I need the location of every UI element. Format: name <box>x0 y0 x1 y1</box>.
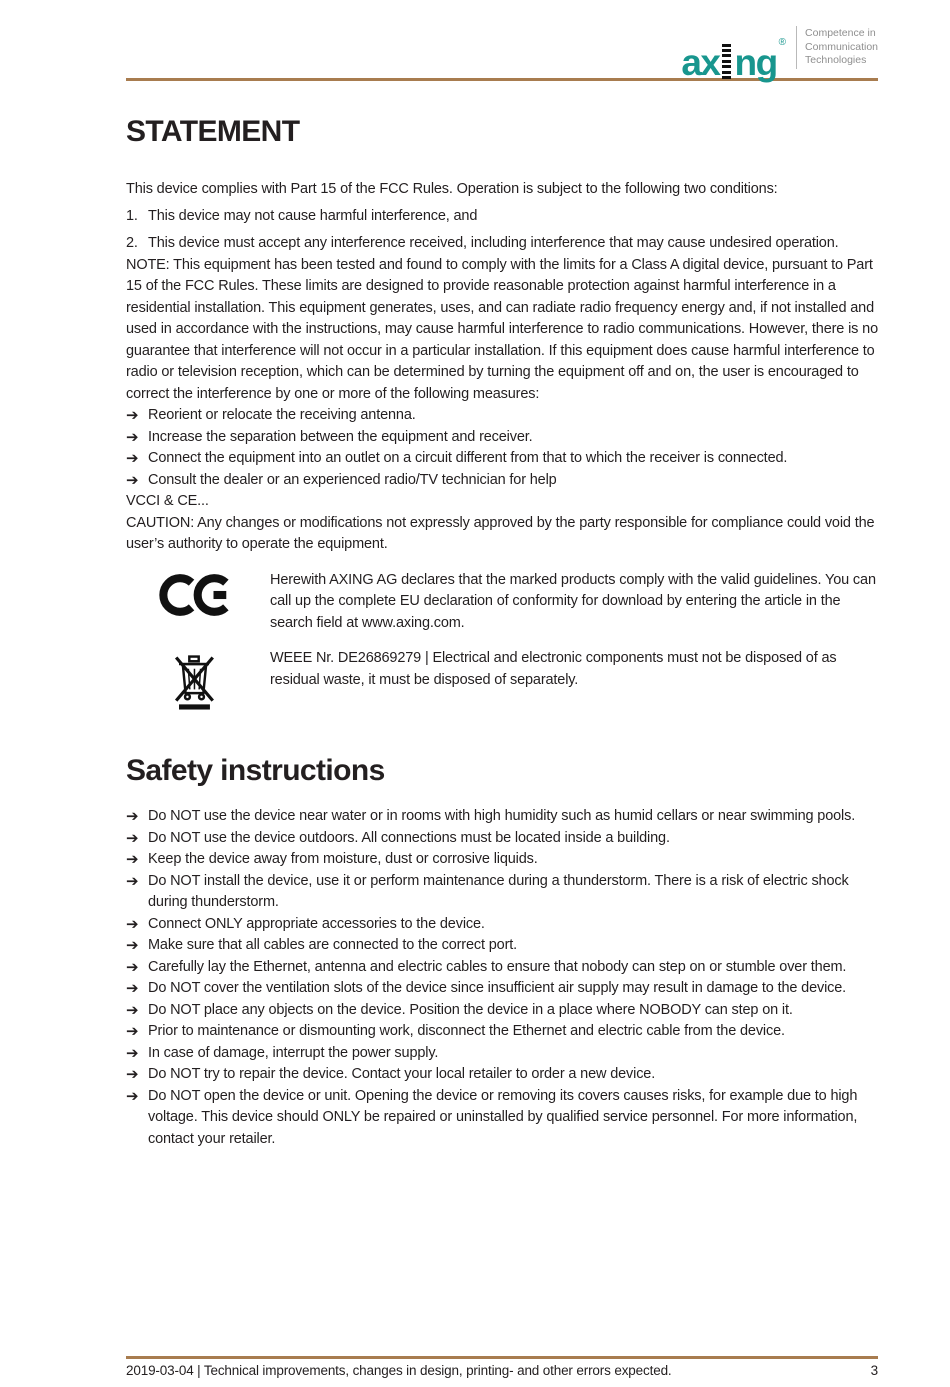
safety-item <box>126 871 878 914</box>
logo-text-ax: ax <box>681 42 720 83</box>
safety-item <box>126 1000 878 1022</box>
weee-block <box>126 648 878 710</box>
fcc-condition-item <box>126 206 878 228</box>
measure-item <box>126 405 878 427</box>
safety-item <box>126 828 878 850</box>
list-number: 1. <box>126 208 138 224</box>
safety-item-text: Keep the device away from moisture, dust or corrosive liquids. <box>148 851 538 867</box>
page-body <box>0 115 950 1150</box>
tagline-line: Technologies <box>805 54 867 66</box>
safety-item-text: Prior to maintenance or dismounting work, disconnect the Ethernet and electric cable from the device. <box>148 1023 785 1039</box>
arrow-icon: ➔ <box>126 915 139 933</box>
measure-text: Consult the dealer or an experienced radio/TV technician for help <box>148 471 557 488</box>
safety-item-text: Do NOT open the device or unit. Opening the device or removing its covers causes risks, for example due to high voltage. This device should ONLY be repaired or uninstalled by qualified service personnel. For more information, contact your retailer. <box>148 1087 858 1147</box>
arrow-icon: ➔ <box>126 958 139 976</box>
arrow-icon: ➔ <box>126 1023 139 1040</box>
footer-rule <box>126 1356 878 1359</box>
ce-declaration-text: Herewith AXING AG declares that the marked products comply with the valid guidelines. You can call up the complete EU declaration of conformity for download by entering the article in the search field at www.axing.com. <box>270 571 876 631</box>
arrow-icon: ➔ <box>126 1087 139 1105</box>
safety-item <box>126 978 878 1000</box>
condition-text: This device may not cause harmful interference, and <box>148 208 478 224</box>
fcc-intro-paragraph: This device complies with Part 15 of the FCC Rules. Operation is subject to the following two conditions: <box>126 181 778 197</box>
safety-item <box>126 1021 878 1043</box>
arrow-icon: ➔ <box>126 1001 139 1019</box>
safety-item <box>126 1086 878 1151</box>
logo-row <box>126 26 878 83</box>
safety-item <box>126 806 878 828</box>
page-header <box>0 0 950 81</box>
logo-tagline <box>796 26 878 69</box>
measure-text: Increase the separation between the equipment and receiver. <box>148 428 533 445</box>
ce-mark-icon <box>159 574 233 616</box>
logo-text-ng: ng <box>734 42 777 83</box>
fcc-condition-item <box>126 233 878 255</box>
safety-item-text: Do NOT cover the ventilation slots of the device since insufficient air supply may result in damage to the device. <box>148 980 847 996</box>
safety-item <box>126 935 878 957</box>
measure-text: Connect the equipment into an outlet on a circuit different from that to which the receiver is connected. <box>148 450 788 466</box>
safety-item <box>126 1064 878 1086</box>
ce-declaration-block <box>126 570 878 635</box>
weee-text: WEEE Nr. DE26869279 | Electrical and electronic components must not be disposed of as residual waste, it must be disposed of separately. <box>270 650 837 688</box>
arrow-icon: ➔ <box>126 471 139 489</box>
arrow-icon: ➔ <box>126 450 139 467</box>
safety-item <box>126 849 878 871</box>
safety-item <box>126 914 878 936</box>
statement-title: STATEMENT <box>126 115 300 148</box>
list-number: 2. <box>126 235 138 251</box>
tagline-line: Competence in <box>805 27 876 39</box>
safety-item-text: Make sure that all cables are connected to the correct port. <box>148 937 518 953</box>
measure-item <box>126 448 878 470</box>
weee-icon-box <box>126 648 270 710</box>
footer-row <box>126 1361 878 1381</box>
arrow-icon: ➔ <box>126 937 139 954</box>
safety-item-text: Connect ONLY appropriate accessories to the device. <box>148 915 485 932</box>
tagline-line: Communication <box>805 40 878 53</box>
weee-crossed-bin-icon <box>172 650 216 710</box>
vcci-line: VCCI & CE... <box>126 493 209 509</box>
caution-paragraph: CAUTION: Any changes or modifications not expressly approved by the party responsible for compliance could void the user’s authority to operate the equipment. <box>126 514 875 552</box>
arrow-icon: ➔ <box>126 872 139 890</box>
arrow-icon: ➔ <box>126 1044 139 1062</box>
safety-item <box>126 1043 878 1065</box>
arrow-icon: ➔ <box>126 1066 139 1083</box>
safety-item-text: Do NOT use the device outdoors. All connections must be located inside a building. <box>148 829 670 846</box>
safety-item-text: Do NOT install the device, use it or perform maintenance during a thunderstorm. There is a risk of electric shock during thunderstorm. <box>148 872 849 910</box>
logo-striped-i-icon <box>722 37 731 79</box>
measure-text: Reorient or relocate the receiving antenna. <box>148 407 416 423</box>
fcc-note-paragraph: NOTE: This equipment has been tested and found to comply with the limits for a Class A digital device, pursuant to Part 15 of the FCC Rules. These limits are designed to provide reasonable protection against harmful interference in a residential installation. This equipment generates, uses, and can radiate radio frequency energy and, if not installed and used in accordance with the instructions, may cause harmful interference to radio communications. However, there is no guarantee that interference will not occur in a particular installation. If this equipment does cause harmful interference to radio or television reception, which can be determined by turning the equipment off and on, the user is encouraged to correct the interference by one or more of the following measures: <box>126 256 878 402</box>
registered-trademark-icon: ® <box>778 37 787 48</box>
safety-item-text: Do NOT place any objects on the device. Position the device in a place where NOBODY can step on it. <box>148 1001 793 1018</box>
condition-text: This device must accept any interference received, including interference that may cause undesired operation. <box>148 235 839 251</box>
arrow-icon: ➔ <box>126 428 139 446</box>
measure-item <box>126 470 878 492</box>
safety-instructions-list <box>126 806 878 1150</box>
safety-item-text: Do NOT use the device near water or in rooms with high humidity such as humid cellars or near swimming pools. <box>148 808 856 824</box>
safety-item-text: Carefully lay the Ethernet, antenna and electric cables to ensure that nobody can step on or stumble over them. <box>148 958 847 975</box>
arrow-icon: ➔ <box>126 980 139 997</box>
safety-item-text: In case of damage, interrupt the power supply. <box>148 1044 439 1061</box>
safety-instructions-title: Safety instructions <box>126 754 385 787</box>
arrow-icon: ➔ <box>126 829 139 847</box>
axing-logo <box>681 26 787 83</box>
fcc-measures-list <box>126 405 878 491</box>
page-footer <box>126 1356 878 1381</box>
footer-revision-note: 2019-03-04 | Technical improvements, changes in design, printing- and other errors expected. <box>126 1363 672 1378</box>
measure-item <box>126 427 878 449</box>
arrow-icon: ➔ <box>126 851 139 868</box>
page-number: 3 <box>870 1363 878 1378</box>
safety-item-text: Do NOT try to repair the device. Contact your local retailer to order a new device. <box>148 1066 656 1082</box>
ce-icon-box <box>126 570 270 635</box>
arrow-icon: ➔ <box>126 808 139 825</box>
safety-item <box>126 957 878 979</box>
arrow-icon: ➔ <box>126 407 139 424</box>
